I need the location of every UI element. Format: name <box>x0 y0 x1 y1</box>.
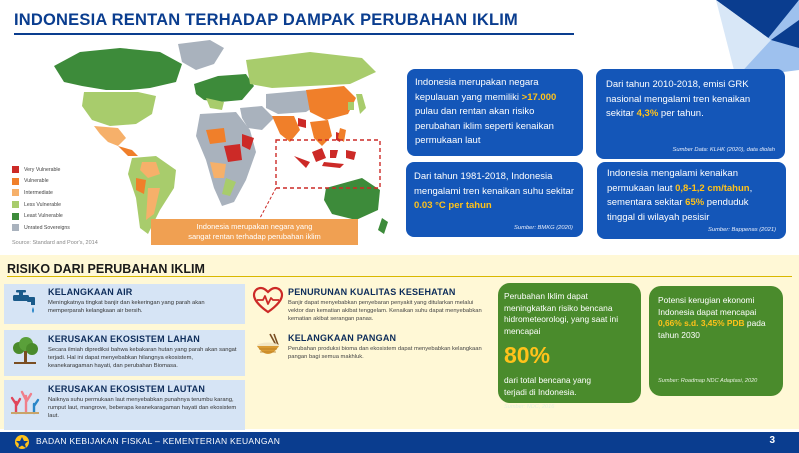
legend-swatch <box>12 178 19 185</box>
legend-swatch <box>12 201 19 208</box>
legend-label: Least Vulnerable <box>24 213 63 220</box>
risk-body: Secara ilmiah diprediksi bahwa kebakaran hutan yang parah akan sangat terjadi. Hal ini dapat menyebabkan hilangnya ekosistem, keanekaragaman hayati, dan perubahan Biomasa. <box>48 347 237 369</box>
risk-body: Meningkatnya tingkat banjir dan kekeringan yang parah akan memperparah kelangkaan air bersih. <box>48 300 205 314</box>
legend-item <box>12 222 70 234</box>
stat-rest: dari total bencana yang terjadi di Indonesia. <box>504 375 592 397</box>
risk-heading: KELANGKAAN AIR <box>48 287 133 297</box>
legend-label: Less Vulnerable <box>24 201 62 208</box>
map-legend <box>12 164 70 234</box>
map-callout <box>151 219 358 245</box>
legend-swatch <box>12 224 19 231</box>
legend-swatch <box>12 189 19 196</box>
heart-pulse-icon <box>252 286 284 314</box>
legend-label: Vulnerable <box>24 178 49 185</box>
fact-source: Sumber Data: KLHK (2020), data diolah <box>672 147 775 153</box>
stat-box-economic-loss <box>649 286 783 396</box>
legend-swatch <box>12 213 19 220</box>
risk-card-food <box>250 330 491 370</box>
risk-heading: PENURUNAN KUALITAS KESEHATAN <box>288 287 456 297</box>
rice-bowl-icon <box>254 332 284 362</box>
fact-source: Sumber: Bappenas (2021) <box>708 227 776 233</box>
stat-figure <box>504 341 635 398</box>
tree-icon <box>10 336 40 366</box>
stat-box-disaster <box>498 283 641 410</box>
fact-source: Sumber: BMKG (2020) <box>514 225 573 231</box>
fact-text: Indonesia mengalami kenaikan permukaan laut 0,8-1,2 cm/tahun, sementara sekitar 65% penduduk tinggal di wilayah pesisir <box>607 168 753 223</box>
risk-heading: KELANGKAAN PANGAN <box>288 333 397 343</box>
risk-card-water <box>4 284 245 324</box>
page-number: 3 <box>769 435 775 446</box>
legend-item <box>12 187 70 199</box>
risk-heading: KERUSAKAN EKOSISTEM LAUTAN <box>48 384 206 394</box>
fact-text: Dari tahun 2010-2018, emisi GRK nasional mengalami tren kenaikan sekitar 4,3% per tahun. <box>606 79 751 119</box>
corner-logo-icon <box>676 0 799 78</box>
risk-body: Naiknya suhu permukaan laut menyebabkan punahnya terumbu karang, rumput laut, mangrove, beberapa keanekaragaman hayati dan ekosistem laut. <box>48 397 237 419</box>
stat-source: Sumber: Roadmap NDC Adaptasi, 2020 <box>658 378 758 384</box>
stat-big-number: 80% <box>504 342 551 368</box>
legend-swatch <box>12 166 19 173</box>
title-underline <box>14 33 574 35</box>
fact-text: Dari tahun 1981-2018, Indonesia mengalami tren kenaikan suhu sekitar 0.03 °C per tahun <box>414 171 575 211</box>
water-tap-icon <box>10 288 40 318</box>
risk-card-land <box>4 330 245 376</box>
footer-org: BADAN KEBIJAKAN FISKAL – KEMENTERIAN KEUANGAN <box>36 436 281 446</box>
risk-body: Banjir dapat menyebabkan penyebaran penyakit yang ditularkan melalui vektor dan kematian akibat tenggelam. Kenaikan suhu dapat menyebabkan kematian akibat serangan panas. <box>288 300 482 322</box>
legend-item <box>12 210 70 222</box>
fact-box-emissions <box>596 69 785 159</box>
legend-item <box>12 176 70 188</box>
ministry-emblem-icon <box>14 434 30 450</box>
fact-box-islands <box>407 69 583 156</box>
risk-body: Perubahan produksi bioma dan ekosistem dapat menyebabkan kelangkaan pangan bagi semua makhluk. <box>288 346 482 360</box>
risk-title: RISIKO DARI PERUBAHAN IKLIM <box>7 262 205 276</box>
risk-heading: KERUSAKAN EKOSISTEM LAHAN <box>48 334 201 344</box>
risk-card-ocean <box>4 380 245 430</box>
stat-text: Perubahan Iklim dapat meningkatkan risiko bencana hidrometeorologi, yang saat ini mencapai <box>504 291 619 336</box>
legend-label: Unrated Sovereigns <box>24 224 70 231</box>
legend-label: Intermediate <box>24 189 53 196</box>
coral-icon <box>10 386 40 416</box>
fact-box-temperature <box>406 162 583 237</box>
map-source: Source: Standard and Poor's, 2014 <box>12 240 98 246</box>
callout-line: sangat rentan terhadap perubahan iklim <box>188 232 321 241</box>
stat-source: Sumber: NDC, 2016 <box>504 404 555 410</box>
stat-text: Potensi kerugian ekonomi Indonesia dapat mencapai 0,66% s.d. 3,45% PDB pada tahun 2030 <box>658 295 766 340</box>
callout-line: Indonesia merupakan negara yang <box>196 222 313 231</box>
legend-item <box>12 164 70 176</box>
legend-label: Very Vulnerable <box>24 166 61 173</box>
fact-box-sea-level <box>597 162 786 239</box>
risk-divider <box>7 276 792 277</box>
legend-item <box>12 199 70 211</box>
risk-card-health <box>250 284 491 328</box>
fact-text: Indonesia merupakan negara kepulauan yang memiliki >17.000 pulau dan rentan akan risiko perubahan iklim seperti kenaikan permukaan laut <box>415 77 557 146</box>
page-title: INDONESIA RENTAN TERHADAP DAMPAK PERUBAHAN IKLIM <box>14 11 518 29</box>
